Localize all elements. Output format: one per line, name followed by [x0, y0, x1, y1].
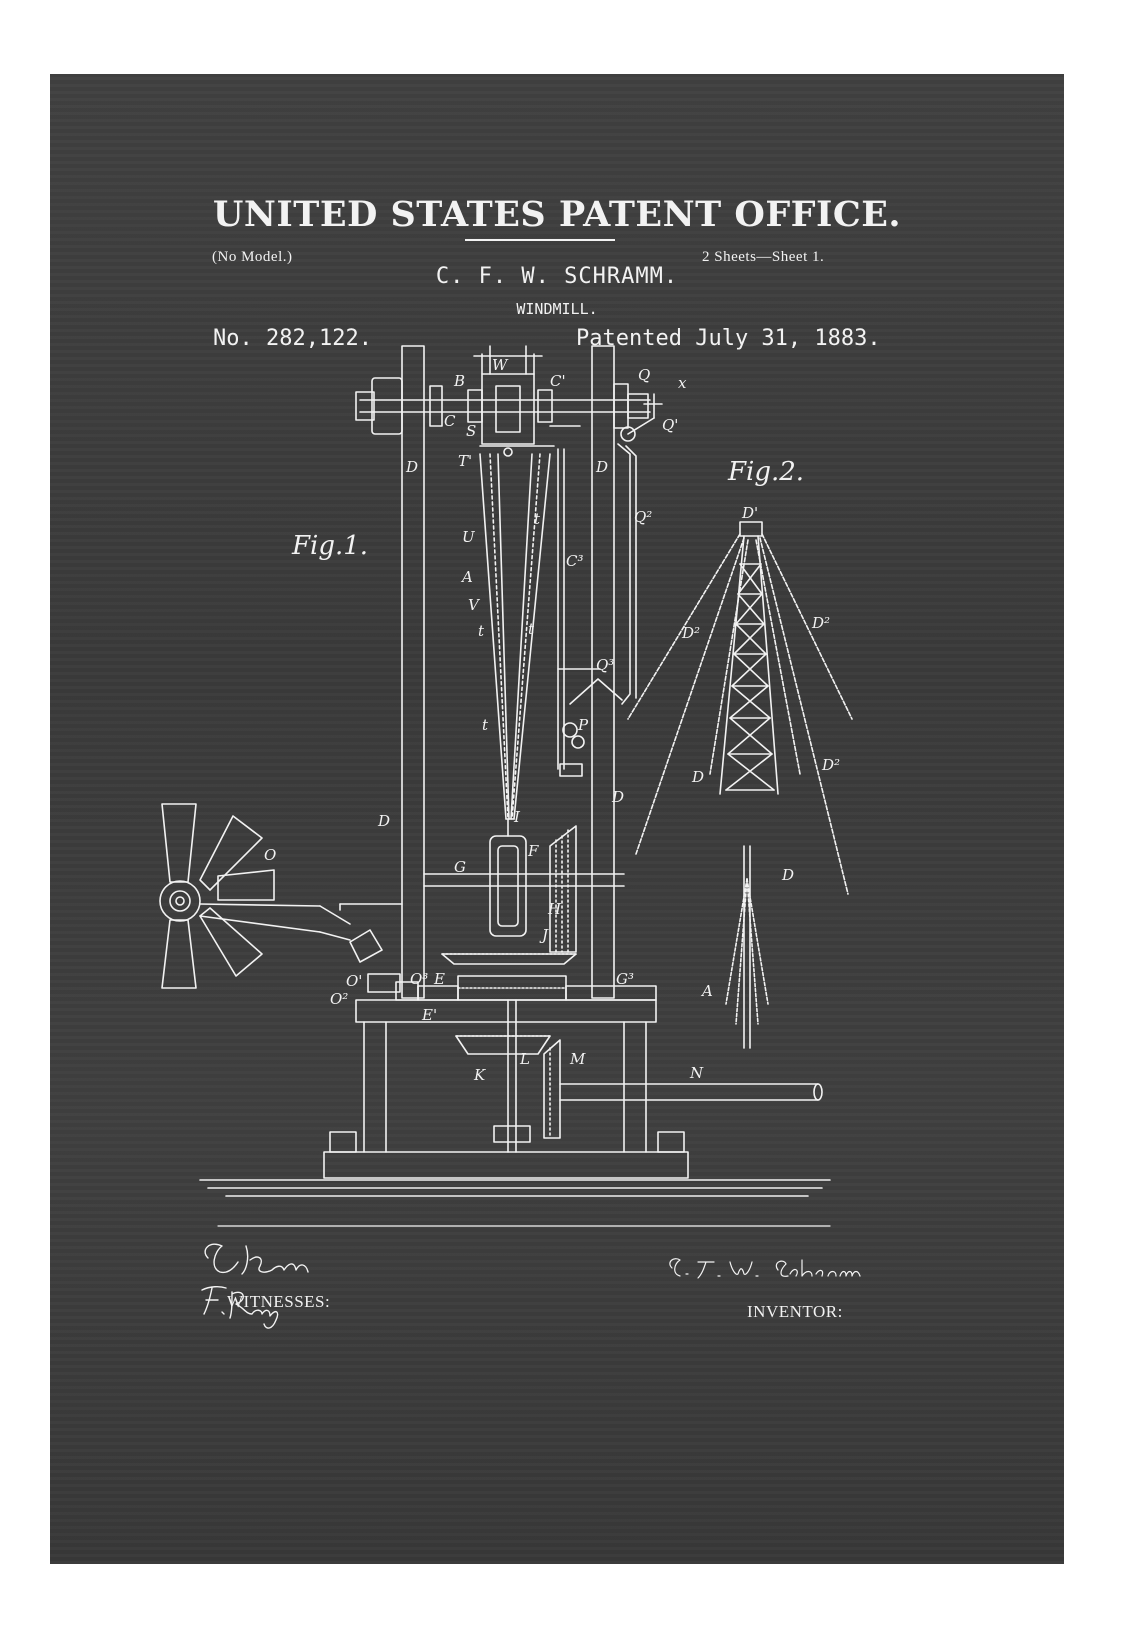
patent-number: No. 282,122. — [213, 326, 372, 351]
label-t-1: t — [534, 510, 541, 528]
label-F: F — [528, 842, 539, 860]
label-G: G — [454, 858, 466, 876]
office-title: UNITED STATES PATENT OFFICE. — [212, 194, 902, 235]
label-t-3: t — [528, 620, 535, 638]
label-D2-right: D² — [812, 614, 831, 632]
label-Q2: Q² — [634, 508, 653, 526]
label-I: I — [514, 808, 520, 826]
patent-subject: WINDMILL. — [516, 300, 598, 318]
label-A: A — [462, 568, 473, 586]
label-Q: Q — [638, 366, 651, 384]
label-D-right: D — [596, 458, 609, 476]
label-J: J — [542, 926, 549, 944]
label-C: C — [444, 412, 456, 430]
fig1-drive — [200, 819, 830, 1196]
label-D-mid: D — [612, 788, 625, 806]
sheets-note: 2 Sheets—Sheet 1. — [702, 249, 825, 265]
label-t-2: t — [478, 622, 485, 640]
label-O2: O² — [330, 990, 349, 1008]
label-t-4: t — [482, 716, 489, 734]
label-D1: D' — [742, 504, 759, 522]
label-H: H — [548, 900, 562, 918]
label-K: K — [474, 1066, 486, 1084]
label-x: x — [678, 374, 687, 392]
label-T1: T' — [458, 452, 473, 470]
label-D2-lower: D² — [822, 756, 841, 774]
label-C1: C' — [550, 372, 566, 390]
label-O3: O³ — [410, 970, 429, 988]
label-M: M — [570, 1050, 586, 1068]
label-P: P — [578, 716, 589, 734]
label-U: U — [462, 528, 475, 546]
patent-board — [50, 74, 1064, 1564]
inventor-signature — [670, 1259, 860, 1278]
no-model-note: (No Model.) — [212, 249, 293, 265]
label-O1: O' — [346, 972, 363, 990]
label-D2-left: D² — [682, 624, 701, 642]
fig2-tower — [628, 522, 852, 1048]
label-E: E — [434, 970, 445, 988]
label-C3: C³ — [566, 552, 584, 570]
fig2-title: Fig.2. — [728, 457, 805, 487]
label-L: L — [520, 1050, 530, 1068]
witness-signature-1 — [205, 1244, 308, 1274]
windmill-drawing — [50, 74, 1064, 1564]
label-G3: G³ — [616, 970, 634, 988]
fig1-vane-wheel — [160, 804, 418, 1000]
fig1-title: Fig.1. — [292, 531, 369, 561]
inventor-name: C. F. W. SCHRAMM. — [435, 264, 679, 289]
label-A-mast: A — [702, 982, 713, 1000]
label-N: N — [690, 1064, 704, 1082]
label-W: W — [492, 356, 508, 374]
label-Q3: Q³ — [596, 656, 615, 674]
label-O: O — [264, 846, 277, 864]
label-D-lower: D — [378, 812, 391, 830]
label-D-mast: D — [782, 866, 795, 884]
label-D-left: D — [406, 458, 419, 476]
patent-date: Patented July 31, 1883. — [576, 326, 881, 351]
label-V: V — [468, 596, 479, 614]
label-D-tower: D — [692, 768, 705, 786]
label-B: B — [454, 372, 466, 390]
label-Q1: Q' — [662, 416, 679, 434]
label-S: S — [466, 422, 477, 440]
label-E1: E' — [422, 1006, 438, 1024]
inventor-label: INVENTOR: — [747, 1302, 843, 1321]
fig1-frame — [356, 346, 662, 998]
witnesses-label: WITNESSES: — [227, 1292, 331, 1311]
